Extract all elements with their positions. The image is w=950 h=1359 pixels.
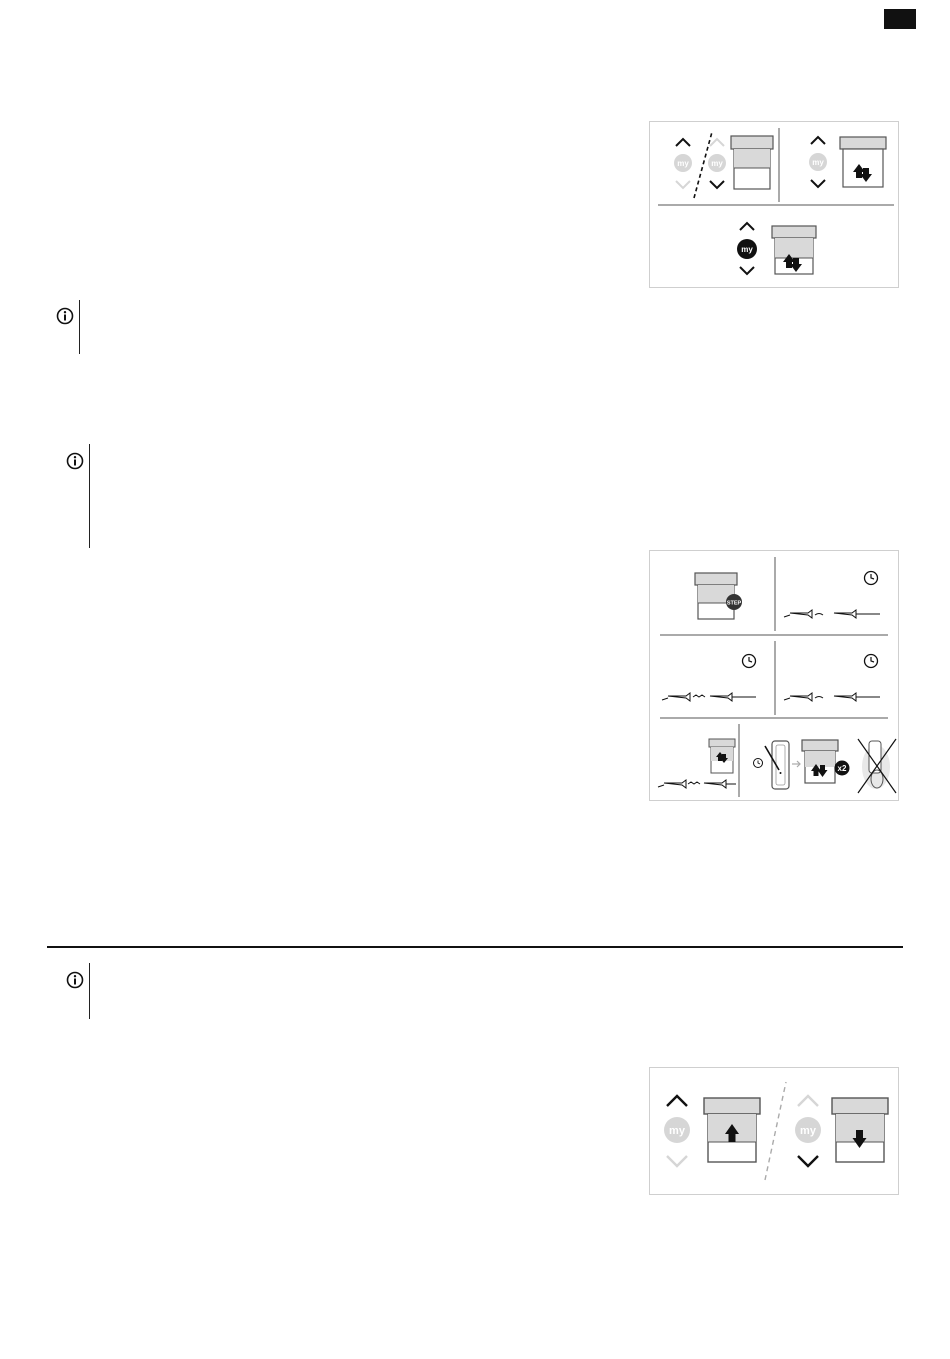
up-arrow-icon [667, 1096, 687, 1106]
my-label: my [812, 158, 824, 167]
cable-connector-icon [658, 780, 736, 788]
multiplier-badge: x2 [837, 764, 847, 773]
up-arrow-icon [676, 139, 690, 146]
up-arrow-icon [710, 139, 724, 146]
up-arrow-icon [740, 223, 754, 230]
cable-connector-icon [784, 693, 880, 701]
motor-down [832, 1098, 888, 1162]
figure-1 [649, 121, 899, 288]
down-arrow-icon [811, 180, 825, 187]
motor-up [704, 1098, 760, 1162]
figure-1-drawing [650, 122, 900, 289]
motor-stop [695, 573, 742, 619]
motor-small [709, 739, 735, 773]
up-arrow-icon [811, 137, 825, 144]
motor-box-a [731, 136, 773, 189]
remote-left [664, 1096, 690, 1166]
my-label: my [677, 159, 689, 168]
info-icon [56, 307, 74, 325]
note-rule [89, 444, 90, 548]
clock-icon [754, 759, 763, 768]
remote-b [708, 139, 726, 188]
remote-control [765, 741, 789, 789]
down-arrow-icon [667, 1156, 687, 1166]
my-label: my [669, 1125, 685, 1137]
remote-c [809, 137, 827, 187]
down-arrow-icon [676, 181, 690, 188]
arrow-right-icon [792, 761, 800, 767]
crossed-remote-icon [858, 739, 896, 793]
up-arrow-icon [798, 1096, 818, 1106]
figure-3 [649, 1067, 899, 1195]
my-label: my [741, 245, 753, 254]
motor-x2 [802, 740, 850, 783]
stop-badge-label: STEP [726, 600, 742, 607]
note-rule [89, 963, 90, 1019]
clock-icon [865, 572, 878, 585]
remote-a [674, 139, 692, 188]
figure-2 [649, 550, 899, 801]
remote-d [737, 223, 757, 274]
remote-right [795, 1096, 821, 1166]
clock-icon [865, 655, 878, 668]
motor-box-b [840, 137, 886, 187]
motor-box-c [772, 226, 816, 274]
my-label: my [711, 159, 723, 168]
clock-icon [743, 655, 756, 668]
section-divider [47, 946, 903, 948]
language-tab [884, 9, 916, 29]
down-arrow-icon [798, 1156, 818, 1166]
down-arrow-icon [710, 181, 724, 188]
down-arrow-icon [740, 267, 754, 274]
my-label: my [800, 1125, 816, 1137]
info-icon [66, 971, 84, 989]
cable-connector-icon [784, 610, 880, 618]
cable-connector-icon [662, 693, 756, 701]
figure-3-drawing [650, 1068, 900, 1196]
note-rule [79, 300, 80, 354]
figure-2-drawing [650, 551, 900, 802]
info-icon [66, 452, 84, 470]
